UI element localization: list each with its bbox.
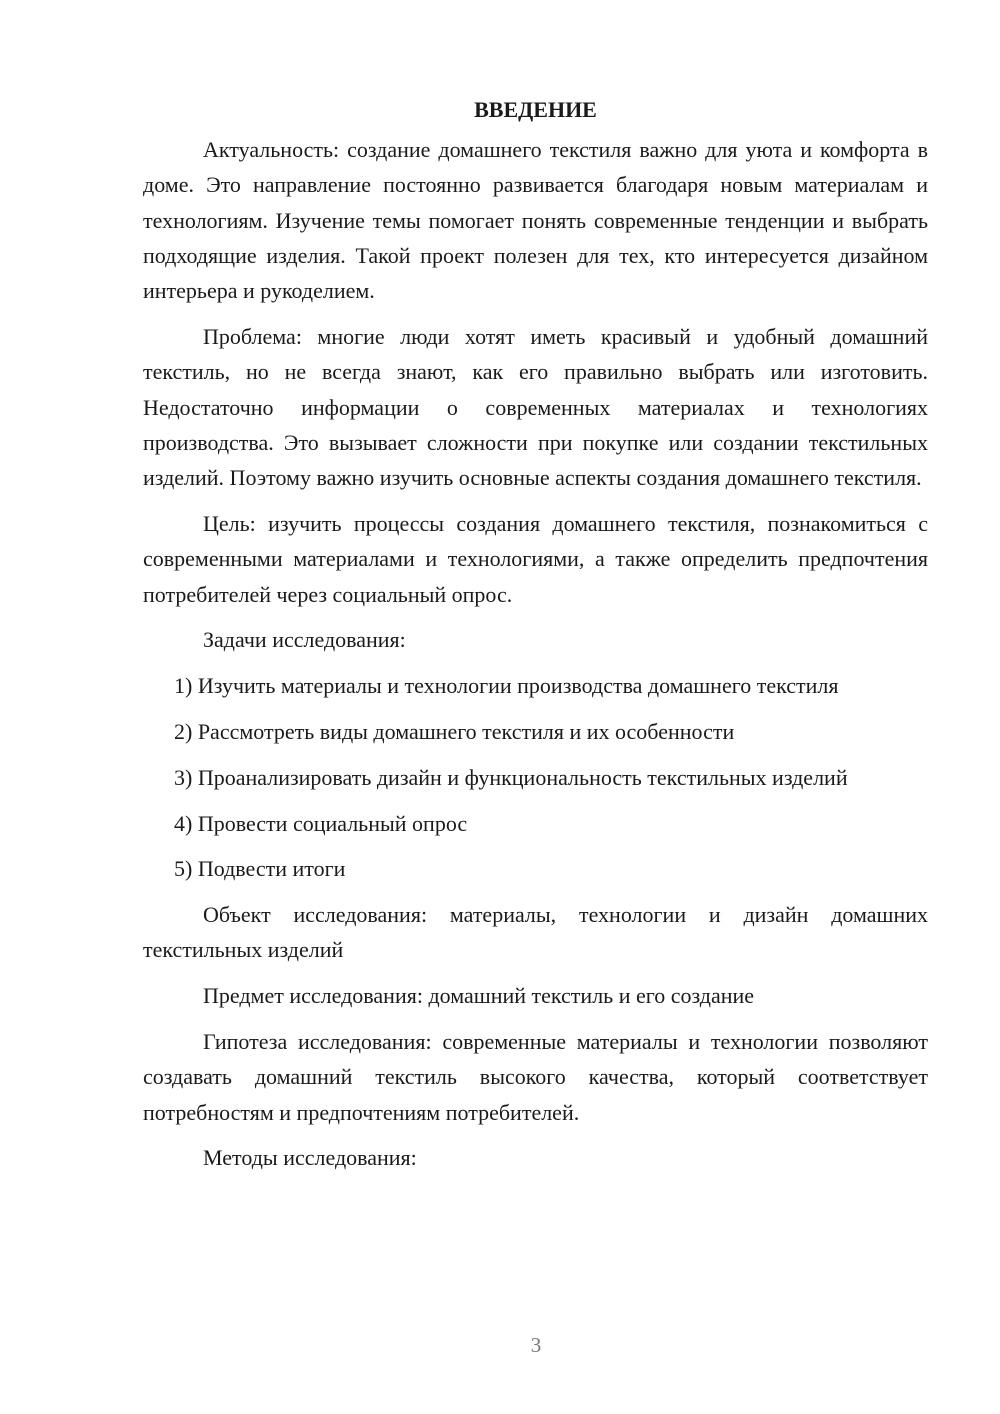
task-item-1: 1) Изучить материалы и технологии производства домашнего текстиля	[174, 673, 839, 699]
page-title: ВВЕДЕНИЕ	[474, 97, 597, 122]
document-page	[143, 92, 928, 1186]
task-item-2: 2) Рассмотреть виды домашнего текстиля и их особенности	[174, 718, 735, 744]
problem-paragraph: Проблема: многие люди хотят иметь красивый и удобный домашний текстиль, но не всегда знают, как его правильно выбрать или изготовить. Недостаточно информации о современных материалах и технологиях производства. Это вызывает сложности при покупке или создании текстильных изделий. Поэтому важно изучить основные аспекты создания домашнего текстиля.	[143, 323, 928, 491]
goal-paragraph: Цель: изучить процессы создания домашнего текстиля, познакомиться с современными материалами и технологиями, а также определить предпочтения потребителей через социальный опрос.	[143, 510, 928, 607]
research-methods-heading: Методы исследования:	[203, 1145, 417, 1171]
tasks-heading: Задачи исследования:	[203, 627, 406, 653]
task-item-3: 3) Проанализировать дизайн и функциональность текстильных изделий	[174, 764, 848, 790]
relevance-paragraph: Актуальность: создание домашнего текстиля важно для уюта и комфорта в доме. Это направление постоянно развивается благодаря новым материалам и технологиям. Изучение темы помогает понять современные тенденции и выбрать подходящие изделия. Такой проект полезен для тех, кто интересуется дизайном интерьера и рукоделием.	[143, 137, 928, 304]
research-object-paragraph: Объект исследования: материалы, технологии и дизайн домашних текстильных изделий	[143, 902, 928, 963]
research-hypothesis-paragraph: Гипотеза исследования: современные материалы и технологии позволяют создавать домашний текстиль высокого качества, который соответствует потребностям и предпочтениям потребителей.	[143, 1029, 928, 1125]
page-number: 3	[530, 1333, 542, 1357]
task-item-4: 4) Провести социальный опрос	[174, 810, 468, 836]
research-subject-paragraph: Предмет исследования: домашний текстиль и его создание	[203, 983, 755, 1009]
task-item-5: 5) Подвести итоги	[174, 856, 346, 882]
